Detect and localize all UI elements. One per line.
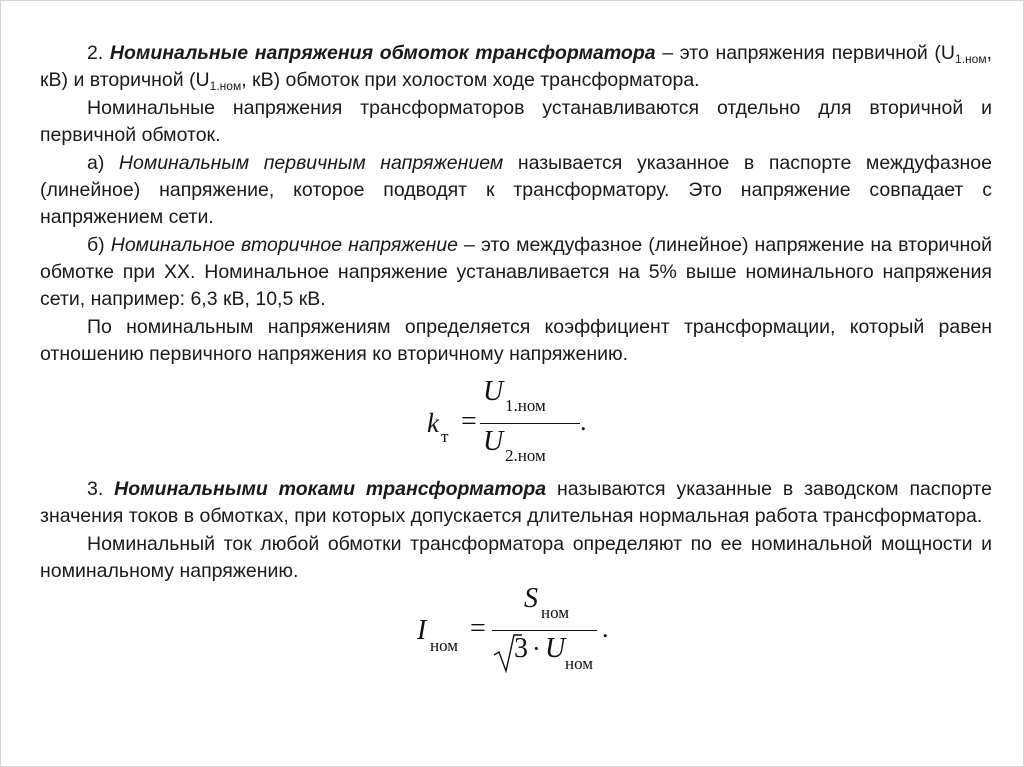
document-body xyxy=(40,40,992,685)
formula-transformation-ratio xyxy=(40,376,992,476)
section-number: 2. xyxy=(87,42,110,64)
paragraph-rated-voltages xyxy=(40,40,992,94)
formula-period: . xyxy=(580,407,587,436)
formula-period: . xyxy=(602,614,609,643)
formula-subscript: 1.ном xyxy=(505,396,546,415)
formula-rated-current xyxy=(40,583,992,685)
term-rated-voltages: Номинальные напряжения обмоток трансформатора xyxy=(109,42,656,64)
text-fragment: , кВ) и вторичной (U xyxy=(40,42,992,91)
formula-denominator-u: U xyxy=(483,426,504,457)
paragraph-separate-setting: Номинальные напряжения трансформаторов устанавливаются отдельно для вторичной и первичной обмоток. xyxy=(40,97,992,146)
formula-subscript: ном xyxy=(565,654,594,673)
formula-subscript: ном xyxy=(541,603,570,622)
paragraph-transformation-ratio: По номинальным напряжениям определяется коэффициент трансформации, который равен отношению первичного напряжения ко вторичному напряжению. xyxy=(40,316,992,365)
subscript: 1.ном xyxy=(955,52,987,66)
formula-equals: = xyxy=(461,406,477,437)
text-fragment: , кВ) обмоток при холостом ходе трансформатора. xyxy=(241,69,700,91)
formula-symbol-k: k xyxy=(427,408,439,438)
formula-subscript: т xyxy=(441,427,449,446)
formula-denominator-u: U xyxy=(545,633,566,664)
formula-symbol-i: I xyxy=(417,615,427,646)
formula-equals: = xyxy=(470,613,486,644)
formula-numerator-u: U xyxy=(483,376,504,407)
text-fragment: – это напряжения первичной (U xyxy=(655,42,956,64)
formula-subscript: ном xyxy=(430,636,459,655)
section-number: 3. xyxy=(87,478,115,500)
term-rated-currents: Номинальными токами трансформатора xyxy=(114,478,547,500)
text-fragment: – это междуфазное (линейное) напряжение на вторичной обмотке при ХХ. Номинальное напряжение устанавливается на 5% выше номинального напряжения сети, например: 6,3 кВ, 10,5 кВ. xyxy=(40,234,992,310)
term-primary-voltage: Номинальным первичным напряжением xyxy=(118,152,504,174)
formula-multiply-dot: · xyxy=(532,634,541,663)
text-fragment: называются указанные в заводском паспорте значения токов в обмотках, при которых допускается длительная нормальная работа трансформатора. xyxy=(40,478,992,527)
formula-subscript: 2.ном xyxy=(505,446,546,465)
subscript: 1.ном xyxy=(209,79,242,93)
paragraph-primary-voltage xyxy=(40,150,992,231)
fraction-bar xyxy=(480,423,580,424)
list-marker: б) xyxy=(87,234,111,256)
formula-sqrt-argument: 3 xyxy=(514,633,528,664)
paragraph-secondary-voltage xyxy=(40,232,992,313)
paragraph-current-definition: Номинальный ток любой обмотки трансформатора определяют по ее номинальной мощности и номинальному напряжению. xyxy=(40,533,992,582)
formula-numerator-s: S xyxy=(524,583,538,614)
list-marker: а) xyxy=(87,152,119,174)
fraction-bar xyxy=(492,630,597,631)
text-fragment: называется указанное в паспорте междуфазное (линейное) напряжение, которое подводят к трансформатору. Это напряжение совпадает с напряжением сети. xyxy=(40,152,992,228)
paragraph-rated-currents xyxy=(40,476,992,530)
term-secondary-voltage: Номинальное вторичное напряжение xyxy=(110,234,458,256)
